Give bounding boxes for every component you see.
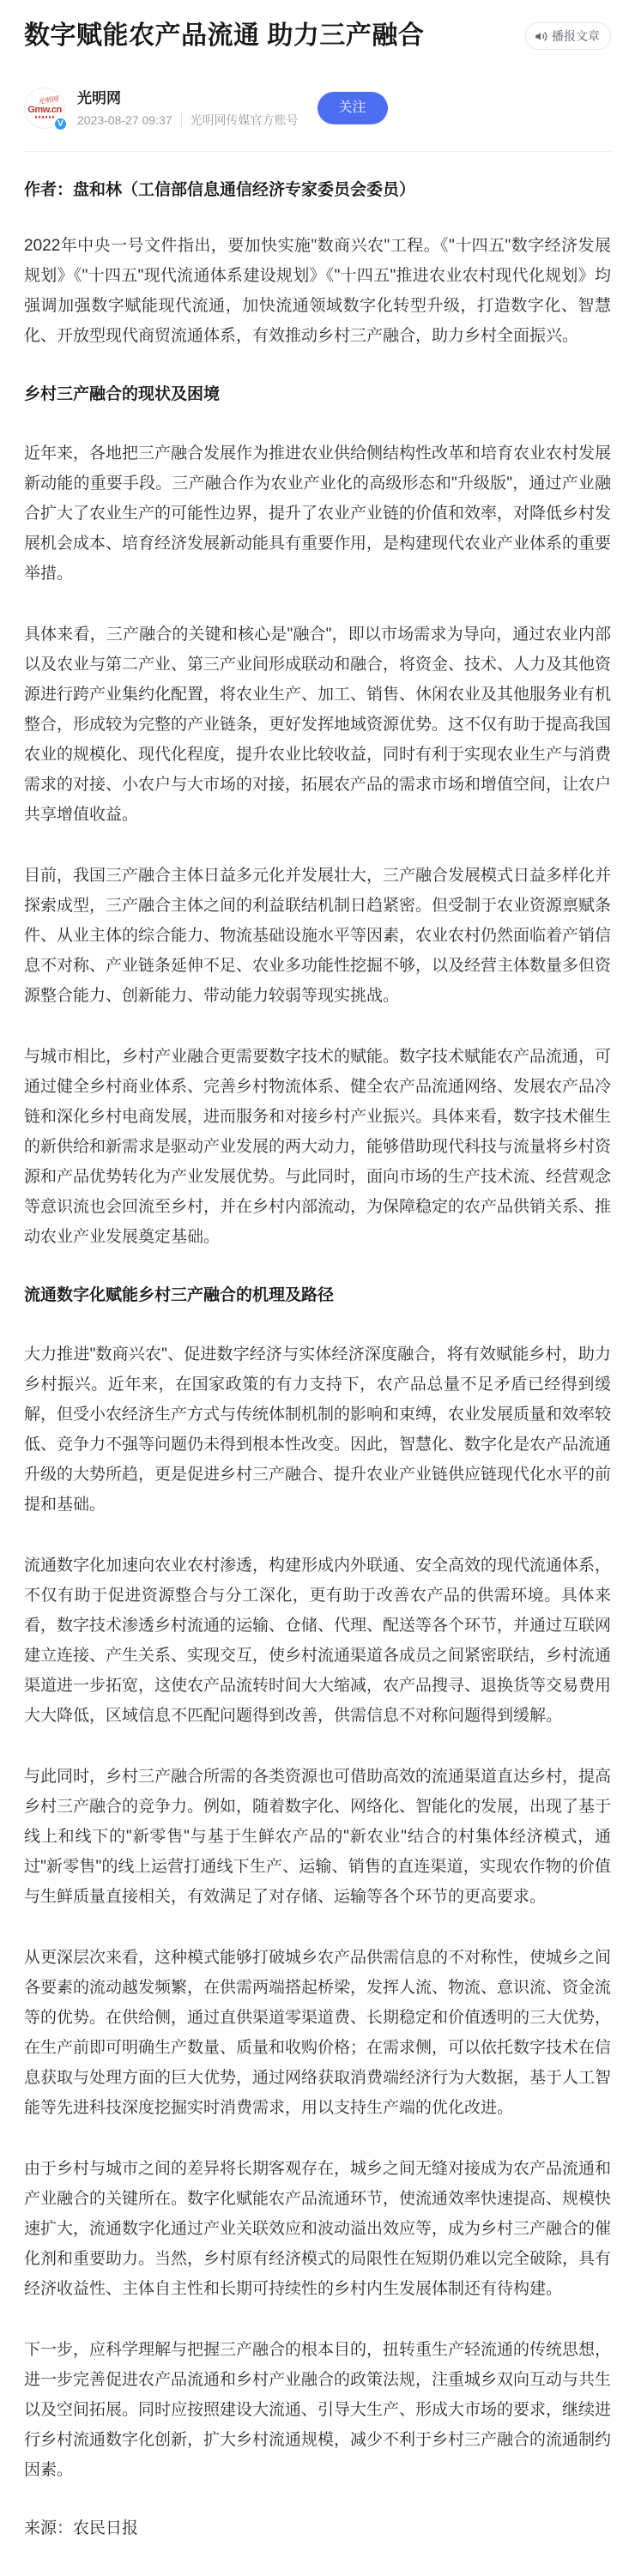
publisher-row — [24, 88, 611, 129]
publisher-name[interactable]: 光明网 — [77, 89, 121, 106]
gmw-logo-script: 光明网 — [37, 94, 59, 106]
verified-badge-icon: V — [53, 117, 68, 131]
article-paragraph: 与此同时，乡村三产融合所需的各类资源也可借助高效的流通渠道直达乡村，提高乡村三产融合的竞争力。例如，随着数字化、网络化、智能化的发展，出现了基于线上和线下的"新零售"与基于生鲜农产品的"新农业"结合的村集体经济模式，通过"新零售"的线上运营打通线下生产、运输、销售的直连渠道，实现农作物的价值与生鲜质量直接相关，有效满足了对存储、运输等各个环节的更高要求。 — [24, 1768, 612, 1906]
section-heading: 乡村三产融合的现状及困境 — [24, 385, 221, 403]
source-line: 来源：农民日报 — [24, 2519, 139, 2537]
broadcast-article-button[interactable] — [525, 22, 611, 50]
article-paragraph: 下一步，应科学理解与把握三产融合的根本目的，扭转重生产轻流通的传统思想，进一步完善促进农产品流通和乡村产业融合的政策法规，注重城乡双向互动与共生以及空间拓展。同时应按照建设大流通、引导大生产、形成大市场的要求，继续进行乡村流通数字化创新，扩大乡村流通规模，减少不利于乡村三产融合的流通制约因素。 — [24, 2341, 612, 2479]
publisher-info — [77, 89, 299, 128]
broadcast-label: 播报文章 — [552, 29, 600, 43]
title-row — [24, 17, 611, 55]
publisher-meta — [77, 112, 299, 128]
publish-date: 2023-08-27 09:37 — [77, 112, 172, 127]
author-byline: 作者：盘和林（工信部信息通信经济专家委员会委员） — [24, 181, 416, 199]
article-paragraph: 2022年中央一号文件指出，要加快实施"数商兴农"工程。《"十四五"数字经济发展规划》《"十四五"现代流通体系建设规划》《"十四五"推进农业农村现代化规划》均强调加强数字赋能现代流通，加快流通领域数字化转型升级，打造数字化、智慧化、开放型现代商贸流通体系，有效推动乡村三产融合，助力乡村全面振兴。 — [24, 237, 611, 345]
gmw-logo-subline — [35, 116, 54, 118]
article-paragraph: 流通数字化加速向农业农村渗透，构建形成内外联通、安全高效的现代流通体系，不仅有助于促进资源整合与分工深化，更有助于改善农产品的供需环境。具体来看，数字技术渗透乡村流通的运输、仓储、代理、配送等各个环节，并通过互联网建立连接、产生关系、实现交互，使乡村流通渠道各成员之间紧密联结，乡村流通渠道进一步拓宽，这使农产品流转时间大大缩减，农产品搜寻、退换货等交易费用大大降低，区域信息不匹配问题得到改善，供需信息不对称问题得到缓解。 — [24, 1557, 612, 1725]
speaker-icon — [535, 30, 547, 43]
publisher-avatar[interactable] — [24, 88, 65, 129]
article-paragraph: 大力推进"数商兴农"、促进数字经济与实体经济深度融合，将有效赋能乡村，助力乡村振兴。近年来，在国家政策的有力支持下，农产品总量不足矛盾已经得到缓解，但受小农经济生产方式与传统体制机制的影响和束缚，农业发展质量和效率较低、竞争力不强等问题仍未得到根本性改变。因此，智慧化、数字化是农产品流通升级的大势所趋，更是促进乡村三产融合、提升农业产业链供应链现代化水平的前提和基础。 — [24, 1345, 612, 1514]
section-heading: 流通数字化赋能乡村三产融合的机理及路径 — [24, 1286, 335, 1304]
article-paragraph: 目前，我国三产融合主体日益多元化并发展壮大，三产融合发展模式日益多样化并探索成型，三产融合主体之间的利益联结机制日趋紧密。但受制于农业资源禀赋条件、从业主体的综合能力、物流基础设施水平等因素，农业农村仍然面临着产销信息不对称、产业链条延伸不足、农业多功能性挖掘不够，以及经营主体数量多但资源整合能力、创新能力、带动能力较弱等现实挑战。 — [24, 867, 612, 1005]
follow-button[interactable]: 关注 — [318, 92, 388, 124]
article-paragraph: 与城市相比，乡村产业融合更需要数字技术的赋能。数字技术赋能农产品流通，可通过健全乡村商业体系、完善乡村物流体系、健全农产品流通网络、发展农产品冷链和深化乡村电商发展，进而服务和对接乡村产业振兴。具体来看，数字技术催生的新供给和新需求是驱动产业发展的两大动力，能够借助现代科技与流量将乡村资源和产品优势转化为产业发展优势。与此同时，面向市场的生产技术流、经营观念等意识流也会回流至乡村，并在乡村内部流动，为保障稳定的农产品供销关系、推动农业产业发展奠定基础。 — [24, 1048, 612, 1246]
account-description: 光明网传媒官方账号 — [190, 112, 299, 127]
article-paragraph: 具体来看，三产融合的关键和核心是"融合"，即以市场需求为导向，通过农业内部以及农业与第二产业、第三产业间形成联动和融合，将资金、技术、人力及其他资源进行跨产业集约化配置，将农业生产、加工、销售、休闲农业及其他服务业有机整合，形成较为完整的产业链条，更好发挥地域资源优势。这不仅有助于提高我国农业的规模化、现代化程度，提升农业比较收益，同时有利于实现农业生产与消费需求的对接、小农户与大市场的对接，拓展农产品的需求市场和增值空间，让农户共享增值收益。 — [24, 626, 612, 824]
header-divider — [24, 151, 611, 152]
meta-divider — [181, 114, 182, 126]
article-title: 数字赋能农产品流通 助力三产融合 — [24, 21, 425, 50]
article-body — [24, 231, 611, 2485]
article-paragraph: 由于乡村与城市之间的差异将长期客观存在，城乡之间无缝对接成为农产品流通和产业融合的关键所在。数字化赋能农产品流通环节，使流通效率快速提高、规模快速扩大，流通数字化通过产业关联效应和波动溢出效应等，成为乡村三产融合的催化剂和重要助力。当然，乡村原有经济模式的局限性在短期仍难以完全破除，具有经济收益性、主体自主性和长期可持续性的乡村内生发展体制还有待构建。 — [24, 2160, 612, 2298]
gmw-logo-text: Gmw.cn — [27, 105, 62, 115]
article-paragraph: 从更深层次来看，这种模式能够打破城乡农产品供需信息的不对称性，使城乡之间各要素的流动越发频繁，在供需两端搭起桥梁，发挥人流、物流、意识流、资金流等的优势。在供给侧，通过直供渠道零渠道费、长期稳定和价值透明的三大优势，在生产前即可明确生产数量、质量和收购价格；在需求侧，可以依托数字技术在信息获取与处理方面的巨大优势，通过网络获取消费端经济行为大数据，基于人工智能等先进科技深度挖掘实时消费需求，用以支持生产端的优化改进。 — [24, 1949, 612, 2117]
article-paragraph: 近年来，各地把三产融合发展作为推进农业供给侧结构性改革和培育农业农村发展新动能的重要手段。三产融合作为农业产业化的高级形态和"升级版"，通过产业融合扩大了农业生产的可能性边界，提升了农业产业链的价值和效率，对降低乡村发展机会成本、培育经济发展新动能具有重要作用，是构建现代农业产业体系的重要举措。 — [24, 444, 612, 583]
